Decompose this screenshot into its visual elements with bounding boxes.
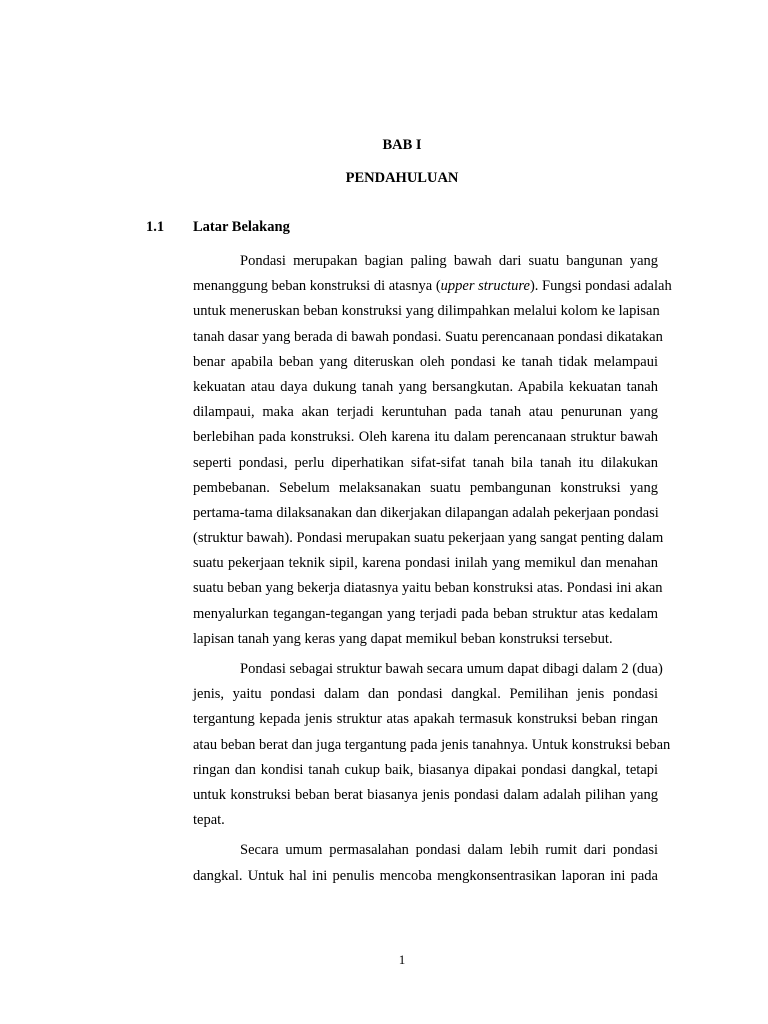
text-line: Secara umum permasalahan pondasi dalam lebih rumit dari pondasi: [240, 842, 658, 859]
chapter-label: BAB I: [382, 137, 422, 153]
text-line: tanah dasar yang berada di bawah pondasi. Suatu perencanaan pondasi dikatakan: [193, 328, 663, 345]
text-line: ringan dan kondisi tanah cukup baik, biasanya dipakai pondasi dangkal, tetapi: [193, 761, 658, 778]
text-line: dilampaui, maka akan terjadi keruntuhan pada tanah atau penurunan yang: [193, 404, 658, 421]
text-line: untuk konstruksi beban berat biasanya jenis pondasi dalam adalah pilihan yang: [193, 786, 658, 803]
text-line: menanggung beban konstruksi di atasnya (upper structure). Fungsi pondasi adalah: [193, 278, 672, 295]
text-line: atau beban berat dan juga tergantung pada jenis tanahnya. Untuk konstruksi beban: [193, 736, 671, 753]
text-line: suatu pekerjaan teknik sipil, karena pondasi inilah yang memikul dan menahan: [193, 555, 658, 572]
text-line: (struktur bawah). Pondasi merupakan suatu pekerjaan yang sangat penting dalam: [193, 530, 664, 547]
text-line: kekuatan atau daya dukung tanah yang bersangkutan. Apabila kekuatan tanah: [193, 378, 658, 395]
text-line: jenis, yaitu pondasi dalam dan pondasi dangkal. Pemilihan jenis pondasi: [193, 686, 658, 703]
page-number: 1: [398, 952, 406, 967]
text-line: lapisan tanah yang keras yang dapat memikul beban konstruksi tersebut.: [193, 630, 613, 647]
text-line: dangkal. Untuk hal ini penulis mencoba mengkonsentrasikan laporan ini pada: [193, 867, 658, 884]
text-line: menyalurkan tegangan-tegangan yang terjadi pada beban struktur atas kedalam: [193, 605, 658, 622]
text-line: Pondasi sebagai struktur bawah secara umum dapat dibagi dalam 2 (dua): [240, 661, 663, 677]
body-text: [146, 249, 672, 894]
text-line: untuk meneruskan beban konstruksi yang dilimpahkan melalui kolom ke lapisan: [193, 303, 660, 320]
section-heading: [146, 219, 290, 236]
text-line: berlebihan pada konstruksi. Oleh karena itu dalam perencanaan struktur bawah: [193, 429, 658, 446]
italic-term: upper structure: [440, 278, 530, 295]
text-line: pembebanan. Sebelum melaksanakan suatu pembangunan konstruksi yang: [193, 479, 658, 496]
text-line: benar apabila beban yang diteruskan oleh pondasi ke tanah tidak melampaui: [193, 353, 658, 370]
text-line: tergantung kepada jenis struktur atas apakah termasuk konstruksi beban ringan: [193, 711, 658, 728]
section-title: Latar Belakang: [193, 219, 290, 235]
text-line: seperti pondasi, perlu diperhatikan sifat-sifat tanah bila tanah itu dilakukan: [193, 454, 658, 471]
text-line: suatu beban yang bekerja diatasnya yaitu beban konstruksi atas. Pondasi ini akan: [193, 580, 663, 597]
text-line: Pondasi merupakan bagian paling bawah dari suatu bangunan yang: [240, 253, 658, 269]
text-line: tepat.: [193, 812, 225, 829]
section-number: 1.1: [146, 219, 165, 235]
paragraph: [146, 249, 672, 652]
text-line: pertama-tama dilaksanakan dan dikerjakan dilapangan adalah pekerjaan pondasi: [193, 504, 659, 521]
paragraph: [146, 838, 658, 888]
paragraph: [146, 657, 671, 833]
chapter-title: PENDAHULUAN: [345, 170, 459, 186]
